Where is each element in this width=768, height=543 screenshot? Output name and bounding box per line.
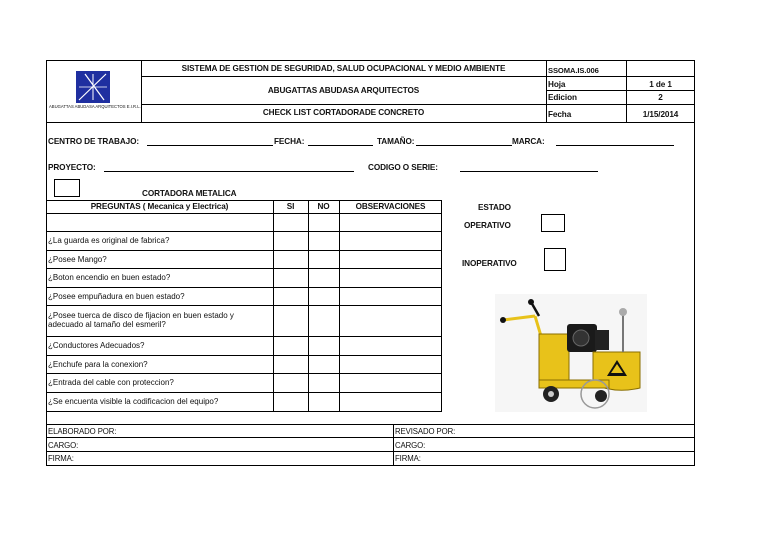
- inoperativo-label: INOPERATIVO: [462, 259, 517, 268]
- inoperativo-checkbox[interactable]: [544, 248, 566, 271]
- header-row-line: [141, 76, 695, 77]
- meta-row-line: [546, 104, 695, 105]
- operativo-label: OPERATIVO: [464, 221, 511, 230]
- tamano-field[interactable]: [416, 145, 512, 146]
- col-header-observaciones: OBSERVACIONES: [355, 202, 426, 211]
- meta-value-edicion: 2: [658, 93, 663, 102]
- meta-label-edicion: Edicion: [548, 93, 577, 102]
- fecha-field[interactable]: [308, 145, 373, 146]
- marca-field[interactable]: [556, 145, 674, 146]
- col-header-no: NO: [317, 202, 330, 211]
- firma-left-label: FIRMA:: [48, 454, 74, 463]
- logo-caption: ABUGATTAS ABUDASA ARQUITECTOS E.I.R.L.: [49, 104, 141, 109]
- footer-row-line: [46, 451, 695, 452]
- row-line: [46, 336, 442, 337]
- centro-field[interactable]: [147, 145, 273, 146]
- elaborado-label: ELABORADO POR:: [48, 427, 117, 436]
- footer-row-line: [46, 437, 695, 438]
- firma-right-label: FIRMA:: [395, 454, 421, 463]
- row-line: [46, 231, 442, 232]
- concrete-saw-icon: [495, 294, 647, 412]
- cargo-left-label: CARGO:: [48, 441, 79, 450]
- row-line: [46, 392, 442, 393]
- question-row: ¿Entrada del cable con proteccion?: [48, 378, 174, 387]
- codigo-label: CODIGO O SERIE:: [368, 163, 438, 172]
- row-line: [46, 373, 442, 374]
- question-row: ¿Posee tuerca de disco de fijacion en buen estado y adecuado al tamaño del esmeril?: [48, 311, 234, 329]
- estado-title: ESTADO: [478, 203, 511, 212]
- row-line: [46, 250, 442, 251]
- system-title: SISTEMA DE GESTION DE SEGURIDAD, SALUD OCUPACIONAL Y MEDIO AMBIENTE: [181, 64, 506, 73]
- marca-label: MARCA:: [512, 137, 545, 146]
- col-header-preguntas: PREGUNTAS ( Mecanica y Electrica): [90, 202, 229, 211]
- question-row: ¿Posee empuñadura en buen estado?: [48, 292, 185, 301]
- question-row: ¿Boton encendio en buen estado?: [48, 273, 171, 282]
- row-line: [46, 355, 442, 356]
- row-line: [46, 287, 442, 288]
- meta-label-hoja: Hoja: [548, 80, 566, 89]
- table-header-line: [46, 213, 442, 214]
- col-header-si: SI: [286, 202, 295, 211]
- header-row-line: [546, 90, 695, 91]
- company-name: ABUGATTAS ABUDASA ARQUITECTOS: [267, 86, 420, 95]
- centro-label: CENTRO DE TRABAJO:: [48, 137, 139, 146]
- section-title: CORTADORA METALICA: [142, 189, 237, 198]
- tamano-label: TAMAÑO:: [377, 137, 415, 146]
- document-code: SSOMA.IS.006: [548, 66, 599, 75]
- concrete-saw-image: [495, 294, 647, 412]
- question-row: ¿Posee Mango?: [48, 255, 107, 264]
- meta-value-hoja: 1 de 1: [649, 80, 672, 89]
- row-line: [46, 268, 442, 269]
- revisado-label: REVISADO POR:: [395, 427, 456, 436]
- meta-label-fecha: Fecha: [548, 110, 572, 119]
- cargo-right-label: CARGO:: [395, 441, 426, 450]
- codigo-field[interactable]: [460, 171, 598, 172]
- operativo-checkbox[interactable]: [541, 214, 565, 232]
- question-row: ¿La guarda es original de fabrica?: [48, 236, 170, 245]
- document-title: CHECK LIST CORTADORADE CONCRETO: [262, 108, 425, 117]
- proyecto-label: PROYECTO:: [48, 163, 96, 172]
- footer-top-line: [46, 424, 695, 425]
- type-checkbox[interactable]: [54, 179, 80, 197]
- header-divider: [546, 60, 547, 122]
- footer-divider: [393, 424, 394, 466]
- row-line: [46, 305, 442, 306]
- question-row: ¿Conductores Adecuados?: [48, 341, 145, 350]
- company-logo: [76, 71, 110, 103]
- question-row: ¿Se encuenta visible la codificacion del equipo?: [48, 397, 219, 406]
- header-bottom-line: [46, 122, 695, 123]
- meta-value-fecha: 1/15/2014: [642, 110, 679, 119]
- proyecto-field[interactable]: [104, 171, 354, 172]
- logo-icon: [76, 71, 110, 103]
- fecha-label: FECHA:: [274, 137, 305, 146]
- question-row: ¿Enchufe para la conexion?: [48, 360, 148, 369]
